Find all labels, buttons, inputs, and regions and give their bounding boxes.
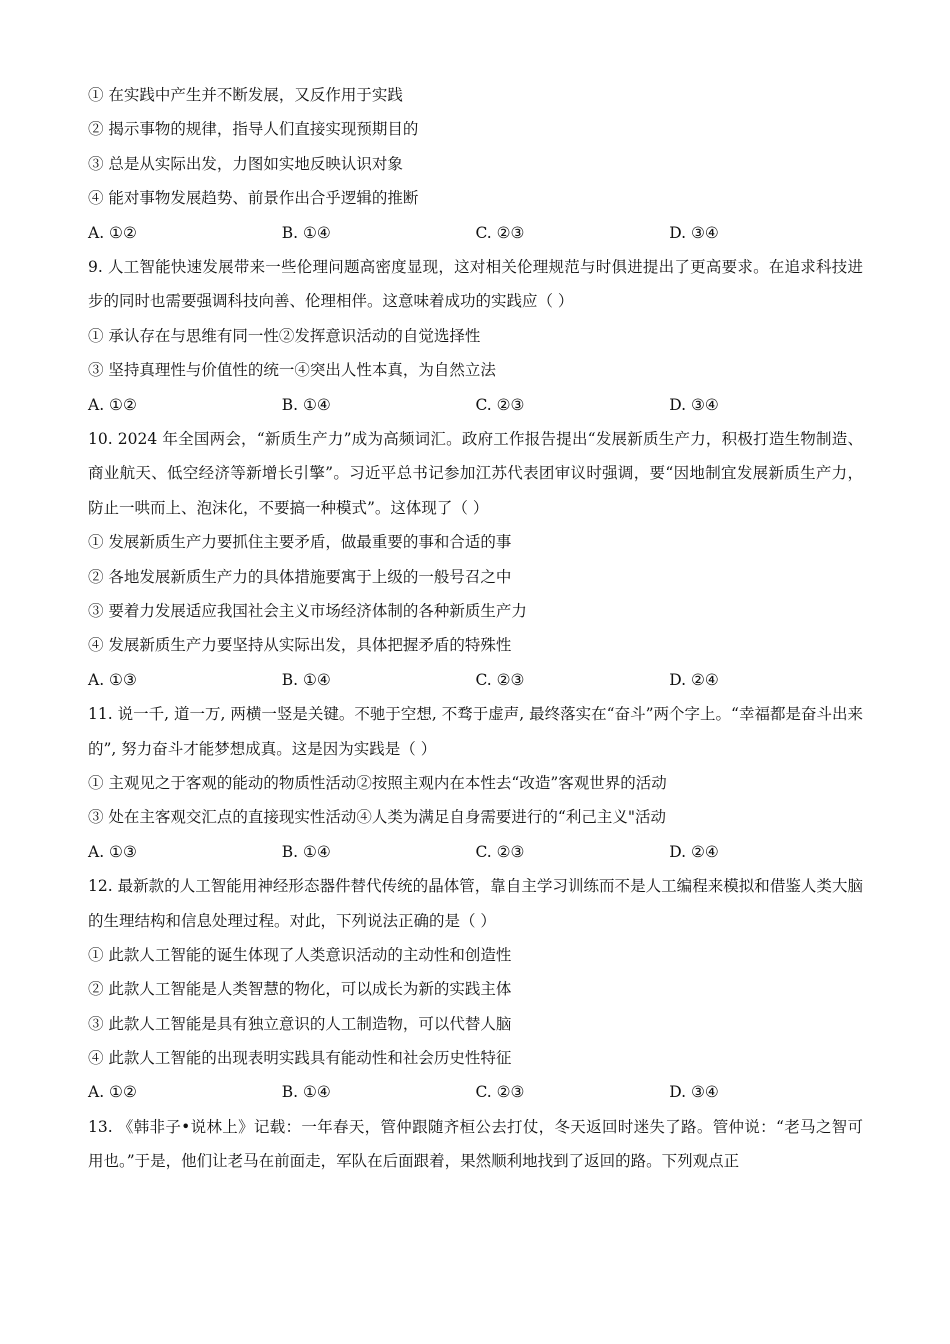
q9-statement-2: ③ 坚持真理性与价值性的统一④突出人性本真，为自然立法 [88,361,496,380]
q12-options [88,1075,863,1109]
q8-statement-4: ④ 能对事物发展趋势、前景作出合乎逻辑的推断 [88,189,419,208]
q12-stem: 12. 最新款的人工智能用神经形态器件替代传统的晶体管，靠自主学习训练而不是人工编程来模拟和借鉴人类大脑的生理结构和信息处理过程。对此，下列说法正确的是（ ） [88,877,863,930]
q11-statement-2: ③ 处在主客观交汇点的直接现实性活动④人类为满足自身需要进行的“利己主义"活动 [88,808,666,827]
q12-option-b: B. ①④ [281,1083,331,1102]
q10-option-c: C. ②③ [475,670,525,689]
q9-stem: 9. 人工智能快速发展带来一些伦理问题高密度显现，这对相关伦理规范与时俱进提出了更高要求。在追求科技进步的同时也需要强调科技向善、伦理相伴。这意味着成功的实践应（ ） [88,257,863,311]
q10-statement-1: ① 发展新质生产力要抓住主要矛盾，做最重要的事和合适的事 [88,533,512,552]
q12-statement-2: ② 此款人工智能是人类智慧的物化，可以成长为新的实践主体 [88,980,512,999]
q11-option-b: B. ①④ [281,842,331,861]
q11-options [88,835,863,869]
q9-option-c: C. ②③ [475,395,525,414]
q8-statement-2: ② 揭示事物的规律，指导人们直接实现预期目的 [88,120,419,139]
q9-option-b: B. ①④ [281,395,331,414]
q8-option-c: C. ②③ [475,223,525,242]
q12-statement-4: ④ 此款人工智能的出现表明实践具有能动性和社会历史性特征 [88,1049,512,1068]
q8-options [88,216,863,250]
q11-option-d: D. ②④ [669,842,719,861]
exam-page [88,78,863,1179]
q10-option-d: D. ②④ [669,670,719,689]
q8-option-d: D. ③④ [669,223,719,242]
q9-option-d: D. ③④ [669,395,719,414]
q12-statement-3: ③ 此款人工智能是具有独立意识的人工制造物，可以代替人脑 [88,1014,512,1033]
q11-option-c: C. ②③ [475,842,525,861]
q11-statement-1: ① 主观见之于客观的能动的物质性活动②按照主观内在本性去“改造”客观世界的活动 [88,773,667,792]
q8-option-b: B. ①④ [281,223,331,242]
q12-option-a: A. ①② [88,1083,137,1102]
q10-stem: 10. 2024 年全国两会，“新质生产力”成为高频词汇。政府工作报告提出“发展新质生产力，积极打造生物制造、商业航天、低空经济等新增长引擎”。习近平总书记参加江苏代表团审议时强调，要“因地制宜发展新质生产力，防止一哄而上、泡沫化，不要搞一种模式”。这体现了（ ） [88,429,863,517]
q9-options [88,388,863,422]
q8-statement-3: ③ 总是从实际出发，力图如实地反映认识对象 [88,154,403,173]
q12-option-d: D. ③④ [669,1083,719,1102]
q11-option-a: A. ①③ [88,842,137,861]
q12-option-c: C. ②③ [475,1083,525,1102]
q10-option-b: B. ①④ [281,670,331,689]
q9-statement-1: ① 承认存在与思维有同一性②发挥意识活动的自觉选择性 [88,326,481,345]
q8-statement-1: ① 在实践中产生并不断发展，又反作用于实践 [88,86,403,104]
q13-stem: 13. 《韩非子•说林上》记载：一年春天，管仲跟随齐桓公去打仗，冬天返回时迷失了路。管仲说：“老马之智可用也。”于是，他们让老马在前面走，军队在后面跟着，果然顺利地找到了返回的路。下列观点正 [88,1117,863,1171]
q10-statement-3: ③ 要着力发展适应我国社会主义市场经济体制的各种新质生产力 [88,601,527,620]
q10-statement-4: ④ 发展新质生产力要坚持从实际出发，具体把握矛盾的特殊性 [88,636,512,655]
q10-options [88,663,863,697]
q9-option-a: A. ①② [88,395,137,414]
q10-option-a: A. ①③ [88,670,137,689]
q8-option-a: A. ①② [88,223,137,242]
q11-stem: 11. 说一千, 道一万, 两横一竖是关键。不驰于空想, 不骛于虚声, 最终落实在“奋斗”两个字上。“幸福都是奋斗出来的”, 努力奋斗才能梦想成真。这是因为实践是（ ） [88,705,863,758]
q12-statement-1: ① 此款人工智能的诞生体现了人类意识活动的主动性和创造性 [88,945,512,964]
q10-statement-2: ② 各地发展新质生产力的具体措施要寓于上级的一般号召之中 [88,567,512,586]
